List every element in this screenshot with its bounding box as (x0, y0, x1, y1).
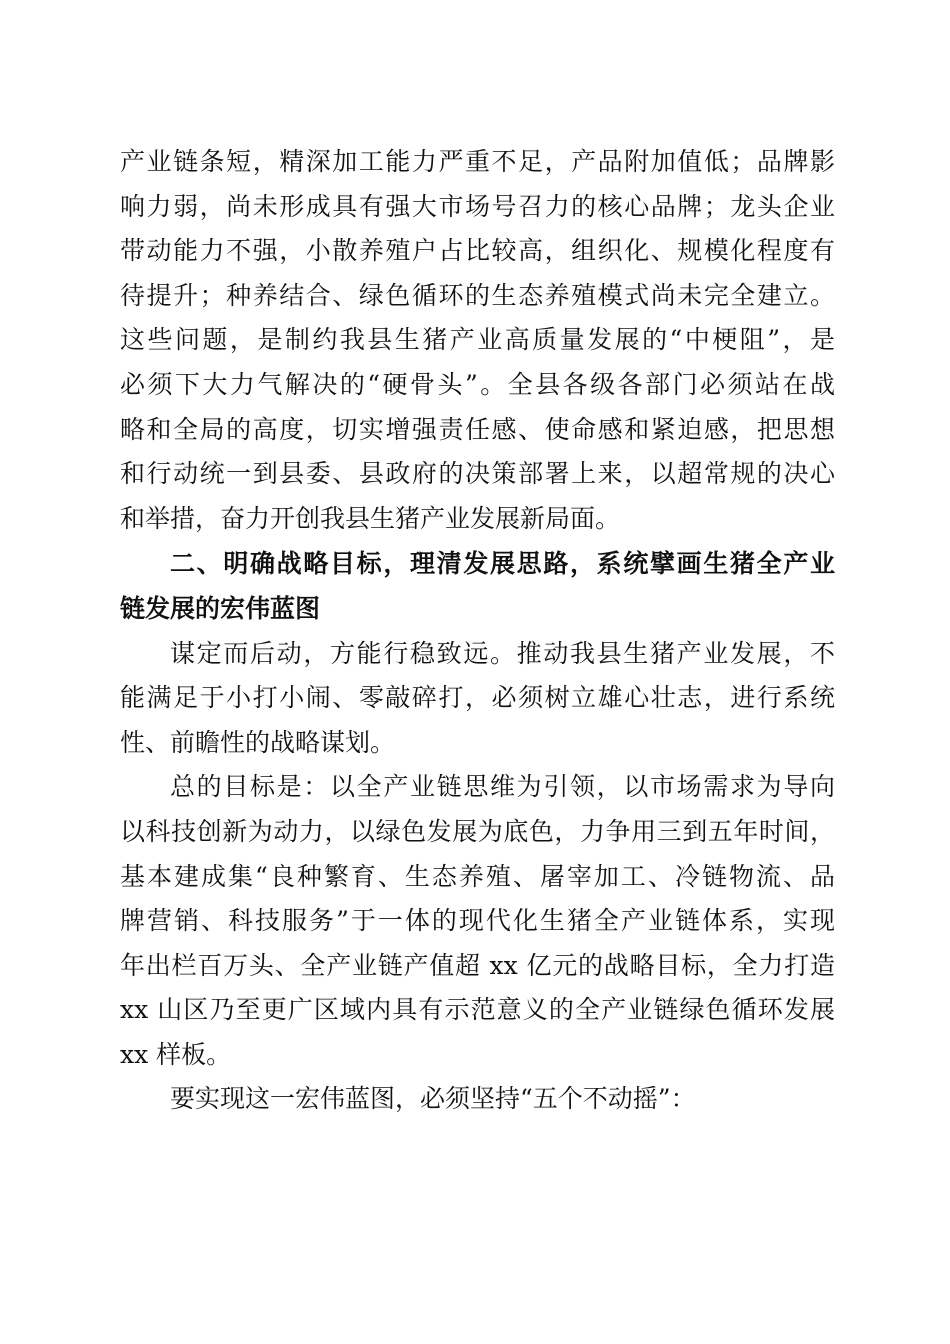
text-line: xx 山区乃至更广区域内具有示范意义的全产业链绿色循环发展 (120, 995, 835, 1025)
document-body (120, 140, 835, 1122)
text-line: 基本建成集“良种繁育、生态养殖、屠宰加工、冷链物流、品 (120, 861, 835, 891)
text-line: 年出栏百万头、全产业链产值超 xx 亿元的战略目标，全力打造 (120, 950, 835, 980)
section-heading (120, 542, 835, 631)
heading-line: 链发展的宏伟蓝图 (120, 593, 321, 623)
paragraph-goal (120, 765, 835, 1077)
paragraph-problems (120, 140, 835, 541)
paragraph-five-principles (120, 1077, 835, 1122)
text-line: 和行动统一到县委、县政府的决策部署上来，以超常规的决心 (120, 459, 835, 489)
text-line: 必须下大力气解决的“硬骨头”。全县各级各部门必须站在战 (120, 369, 835, 399)
paragraph-strategy (120, 632, 835, 766)
text-line: xx 样板。 (120, 1039, 232, 1069)
text-line: 谋定而后动，方能行稳致远。推动我县生猪产业发展，不 (170, 638, 835, 668)
text-line: 产业链条短，精深加工能力严重不足，产品附加值低；品牌影 (120, 147, 835, 176)
heading-line: 二、明确战略目标，理清发展思路，系统擘画生猪全产业 (170, 549, 835, 579)
text-line: 总的目标是：以全产业链思维为引领，以市场需求为导向 (170, 772, 835, 802)
text-line: 响力弱，尚未形成具有强大市场号召力的核心品牌；龙头企业 (120, 191, 835, 221)
text-line: 带动能力不强，小散养殖户占比较高，组织化、规模化程度有 (120, 236, 835, 266)
text-line: 略和全局的高度，切实增强责任感、使命感和紧迫感，把思想 (120, 414, 835, 444)
text-line: 牌营销、科技服务”于一体的现代化生猪全产业链体系，实现 (120, 906, 835, 936)
text-line: 和举措，奋力开创我县生猪产业发展新局面。 (120, 503, 621, 533)
text-line: 这些问题，是制约我县生猪产业高质量发展的“中梗阻”，是 (120, 325, 835, 355)
text-line: 性、前瞻性的战略谋划。 (120, 727, 396, 757)
text-line: 待提升；种养结合、绿色循环的生态养殖模式尚未完全建立。 (120, 280, 835, 310)
text-line: 要实现这一宏伟蓝图，必须坚持“五个不动摇”： (170, 1084, 696, 1114)
text-line: 以科技创新为动力，以绿色发展为底色，力争用三到五年时间， (120, 816, 835, 846)
text-line: 能满足于小打小闹、零敲碎打，必须树立雄心壮志，进行系统 (120, 683, 835, 713)
